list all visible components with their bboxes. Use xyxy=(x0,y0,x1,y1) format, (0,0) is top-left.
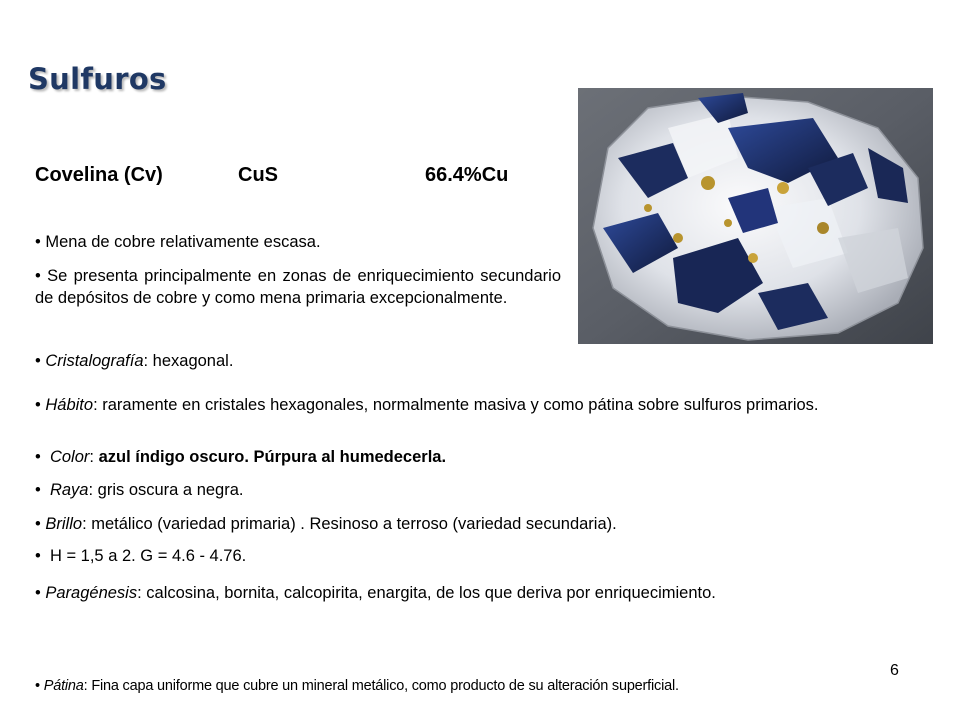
bullet: • xyxy=(35,481,41,499)
bullet: • xyxy=(35,515,41,533)
chalcopyrite-speck xyxy=(748,253,758,263)
paragenesis-label: Paragénesis xyxy=(45,584,138,602)
bullet: • xyxy=(35,352,41,370)
bullet: • xyxy=(35,547,41,565)
bullet: • xyxy=(35,448,41,466)
property-color xyxy=(35,446,446,468)
mineral-name: Covelina (Cv) xyxy=(35,164,163,186)
bullet: • xyxy=(35,233,41,251)
bullet: • xyxy=(35,584,41,602)
page-number: 6 xyxy=(890,662,899,679)
habito-label: Hábito xyxy=(45,396,94,414)
brillo-label: Brillo xyxy=(45,515,83,533)
slide-title: Sulfuros xyxy=(28,62,167,96)
chalcopyrite-speck xyxy=(724,219,732,227)
cristalografia-label: Cristalografía xyxy=(45,352,144,370)
bullet: • xyxy=(35,396,41,414)
bullet: • xyxy=(35,678,40,694)
footnote xyxy=(35,678,679,694)
brillo-value: : metálico (variedad primaria) . Resinoso a terroso (variedad secundaria). xyxy=(82,515,617,533)
chalcopyrite-speck xyxy=(644,204,652,212)
mineral-photo-svg xyxy=(578,88,933,344)
paragenesis-value: : calcosina, bornita, calcopirita, enargita, de los que deriva por enriquecimiento. xyxy=(137,584,716,602)
covellite-mineral-photo xyxy=(578,88,933,344)
mineral-formula: CuS xyxy=(238,164,278,186)
bullet: • xyxy=(35,267,41,285)
property-brillo xyxy=(35,513,617,535)
mena-text: Mena de cobre relativamente escasa. xyxy=(45,233,321,251)
mineral-copper-content: 66.4%Cu xyxy=(425,164,509,186)
property-dureza xyxy=(35,545,246,567)
footnote-text: : Fina capa uniforme que cubre un mineral metálico, como producto de su alteración superficial. xyxy=(83,678,679,694)
property-mena xyxy=(35,231,321,253)
chalcopyrite-speck xyxy=(673,233,683,243)
property-cristalografia xyxy=(35,350,233,372)
raya-value: : gris oscura a negra. xyxy=(88,481,244,499)
property-habito xyxy=(35,394,902,416)
color-label: Color xyxy=(49,448,90,466)
color-value: azul índigo oscuro. Púrpura al humedecerla. xyxy=(98,448,447,466)
chalcopyrite-speck xyxy=(817,222,829,234)
property-paragenesis xyxy=(35,582,902,604)
color-separator: : xyxy=(89,448,99,466)
property-raya xyxy=(35,479,243,501)
dureza-text: H = 1,5 a 2. G = 4.6 - 4.76. xyxy=(49,547,247,565)
chalcopyrite-speck xyxy=(777,182,789,194)
footnote-label: Pátina xyxy=(43,678,84,694)
raya-label: Raya xyxy=(49,481,89,499)
property-presenta xyxy=(35,265,561,309)
habito-value: : raramente en cristales hexagonales, normalmente masiva y como pátina sobre sulfuros primarios. xyxy=(93,396,819,414)
presenta-text: Se presenta principalmente en zonas de enriquecimiento secundario de depósitos de cobre y como mena primaria excepcionalmente. xyxy=(35,267,561,307)
chalcopyrite-speck xyxy=(701,176,715,190)
cristalografia-value: : hexagonal. xyxy=(143,352,234,370)
